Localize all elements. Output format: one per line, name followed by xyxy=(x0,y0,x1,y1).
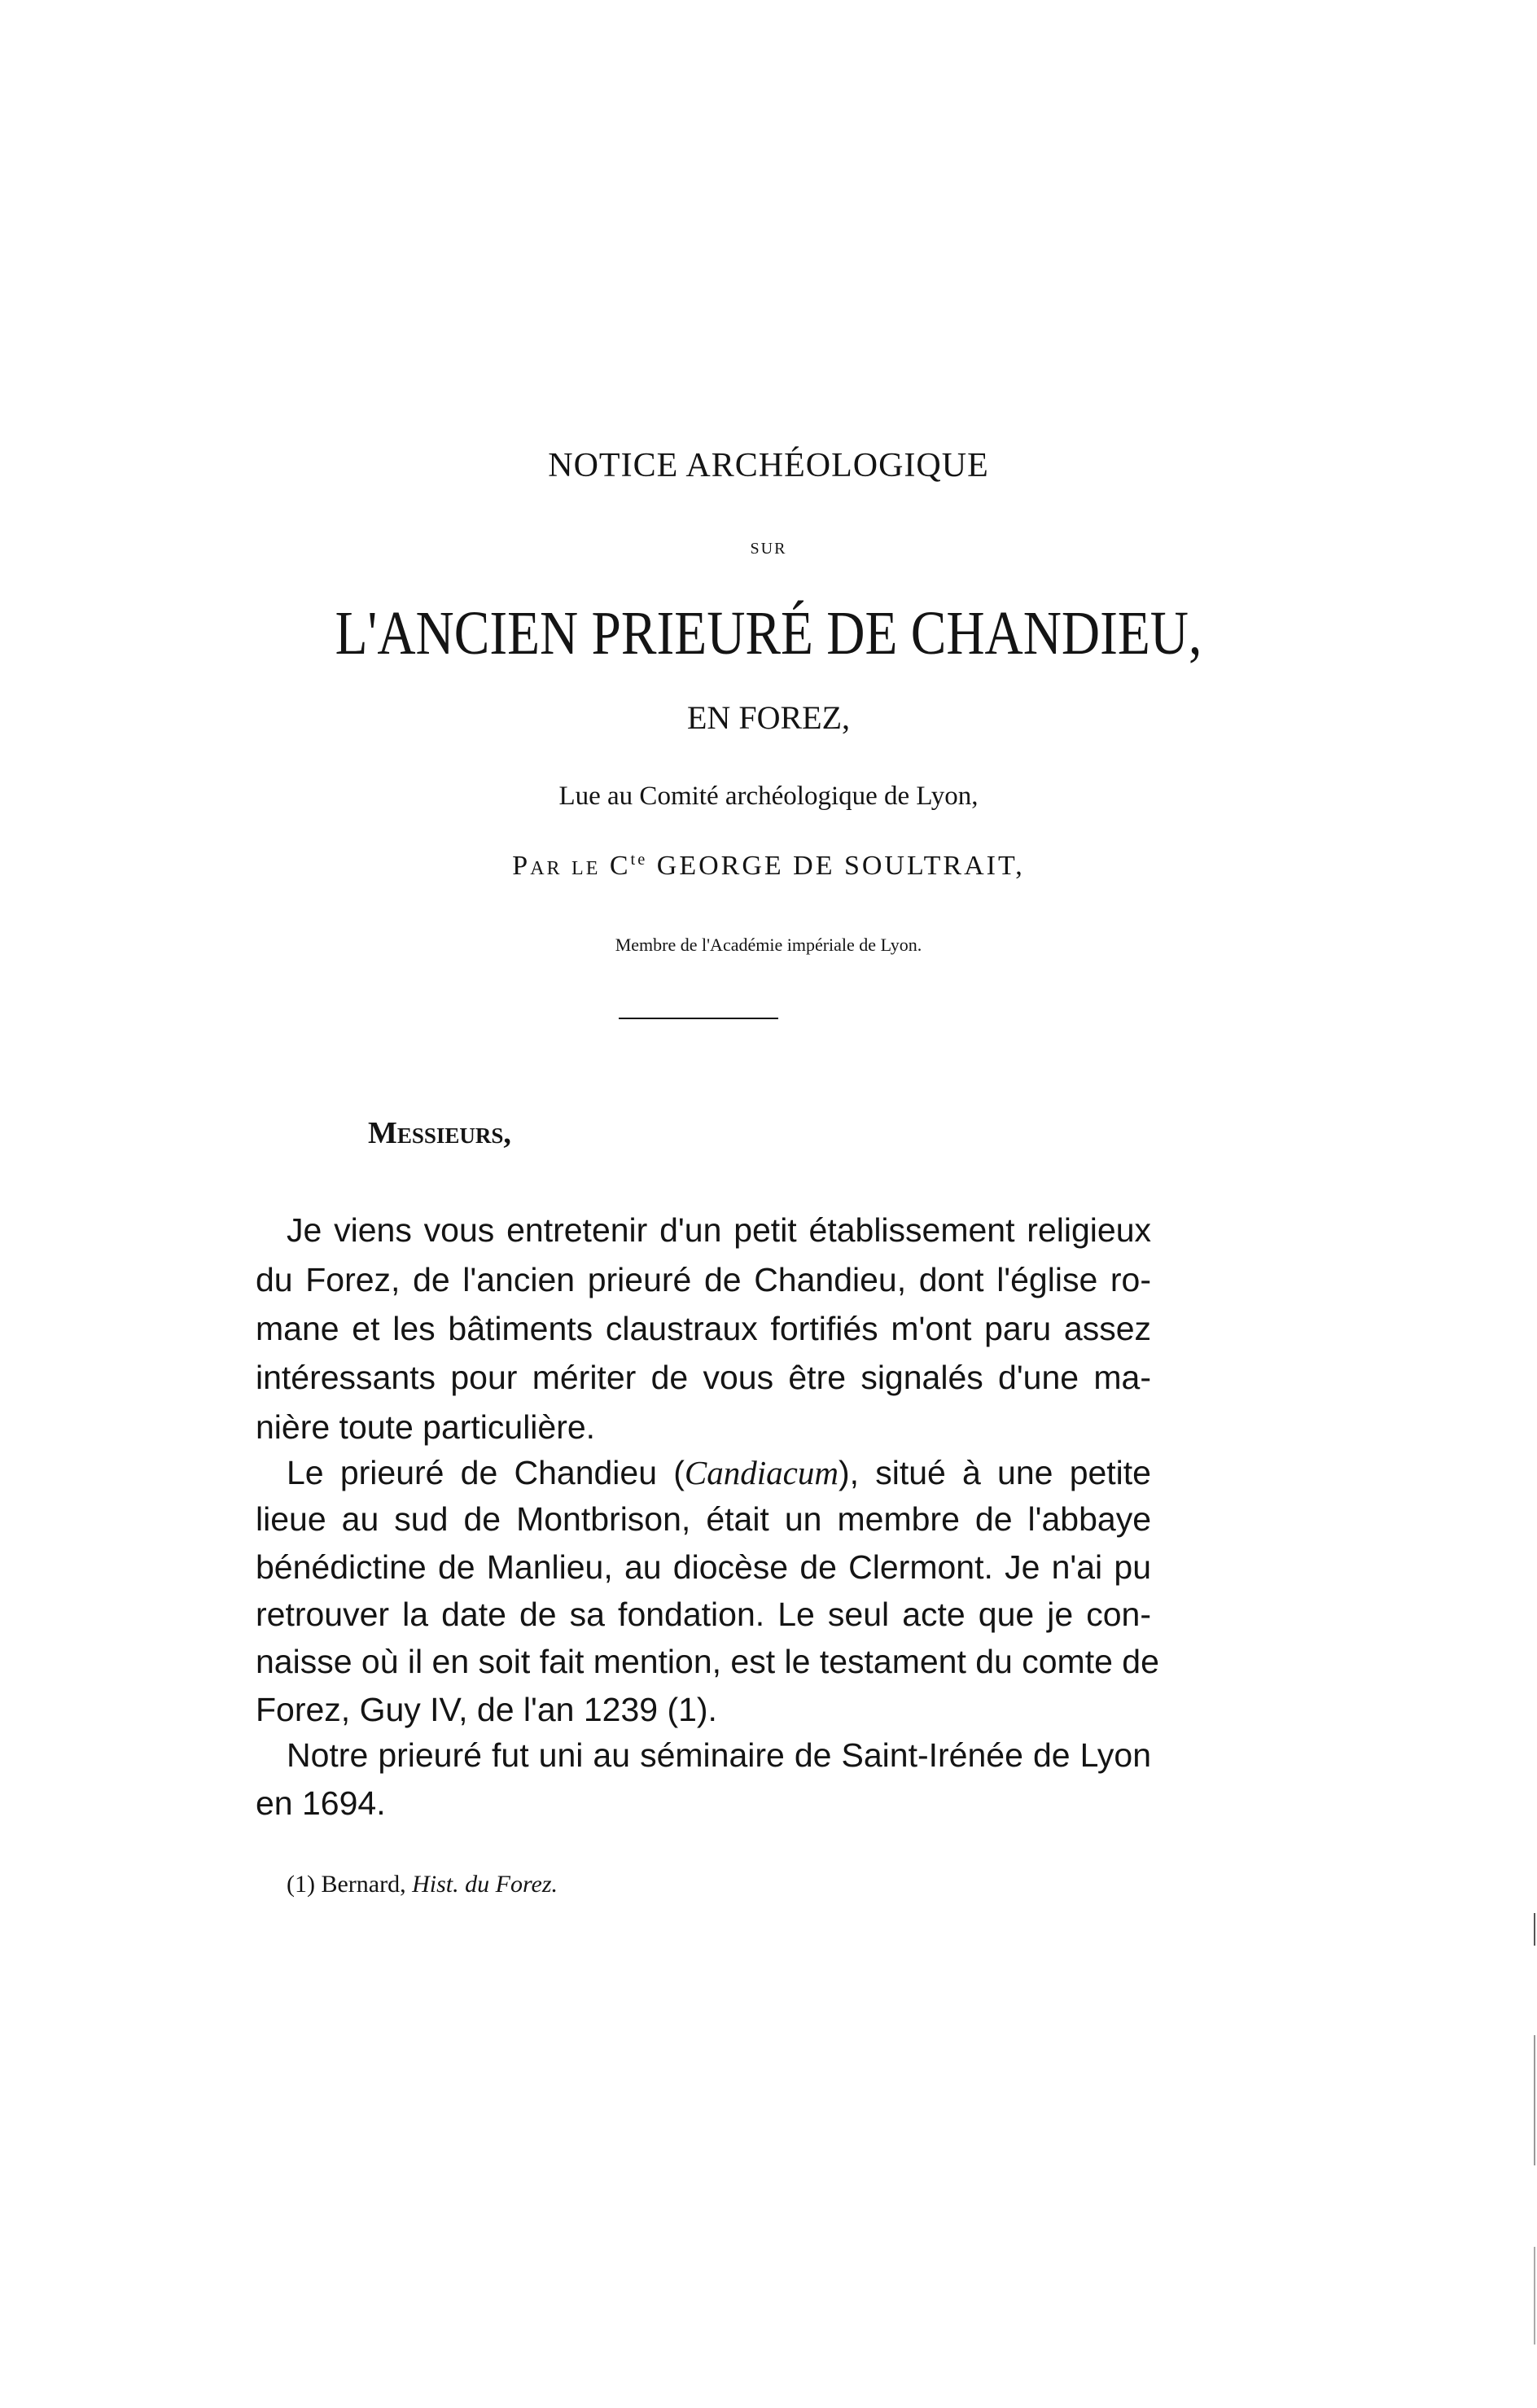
author-line xyxy=(0,851,1537,882)
scan-mark xyxy=(1534,2247,1535,2345)
body-line: naisse où il en soit fait mention, est le testament du comte de xyxy=(256,1643,1159,1680)
body-line: lieue au sud de Montbrison, était un membre de l'abbaye xyxy=(256,1500,1151,1538)
body-line: intéressants pour mériter de vous être signalés d'une ma- xyxy=(256,1359,1151,1396)
body-line: en 1694. xyxy=(256,1784,386,1822)
title-divider xyxy=(619,1018,778,1019)
footnote-author: Bernard, xyxy=(321,1871,406,1898)
main-title: L'ANCIEN PRIEURÉ DE CHANDIEU, xyxy=(335,599,1202,668)
body-line: Je viens vous entretenir d'un petit établissement religieux xyxy=(287,1211,1151,1249)
scan-mark xyxy=(1534,1913,1535,1946)
latin-name: Candiacum xyxy=(684,1454,839,1491)
salutation: Messieurs, xyxy=(368,1116,511,1150)
title-line-notice: NOTICE ARCHÉOLOGIQUE xyxy=(548,447,989,484)
footnote xyxy=(287,1871,558,1898)
body-line: Forez, Guy IV, de l'an 1239 (1). xyxy=(256,1691,717,1728)
body-line: bénédictine de Manlieu, au diocèse de Clermont. Je n'ai pu xyxy=(256,1548,1151,1586)
body-line: nière toute particulière. xyxy=(256,1408,596,1446)
body-line: Notre prieuré fut uni au séminaire de Saint-Irénée de Lyon xyxy=(287,1736,1151,1774)
footnote-marker: (1) xyxy=(287,1871,315,1898)
title-line-forez: EN FOREZ, xyxy=(687,699,850,736)
body-text: Le prieuré de Chandieu ( xyxy=(287,1454,685,1491)
body-text: ), situé à une petite xyxy=(838,1454,1151,1491)
body-line xyxy=(287,1453,1151,1492)
scan-mark xyxy=(1534,2035,1535,2165)
title-line-sur: SUR xyxy=(750,540,787,558)
body-line: du Forez, de l'ancien prieuré de Chandieu, dont l'église ro- xyxy=(256,1261,1151,1298)
body-line: mane et les bâtiments claustraux fortifiés m'ont paru assez xyxy=(256,1310,1151,1347)
author-affiliation: Membre de l'Académie impériale de Lyon. xyxy=(615,935,922,955)
author-name: GEORGE DE SOULTRAIT, xyxy=(656,851,1025,882)
author-prefix: Par le xyxy=(512,851,601,882)
footnote-work: Hist. du Forez. xyxy=(412,1871,558,1898)
subtitle-read-at: Lue au Comité archéologique de Lyon, xyxy=(558,782,979,811)
author-title: C xyxy=(609,851,631,882)
author-title-sup: te xyxy=(630,851,648,869)
body-line: retrouver la date de sa fondation. Le seul acte que je con- xyxy=(256,1596,1151,1633)
